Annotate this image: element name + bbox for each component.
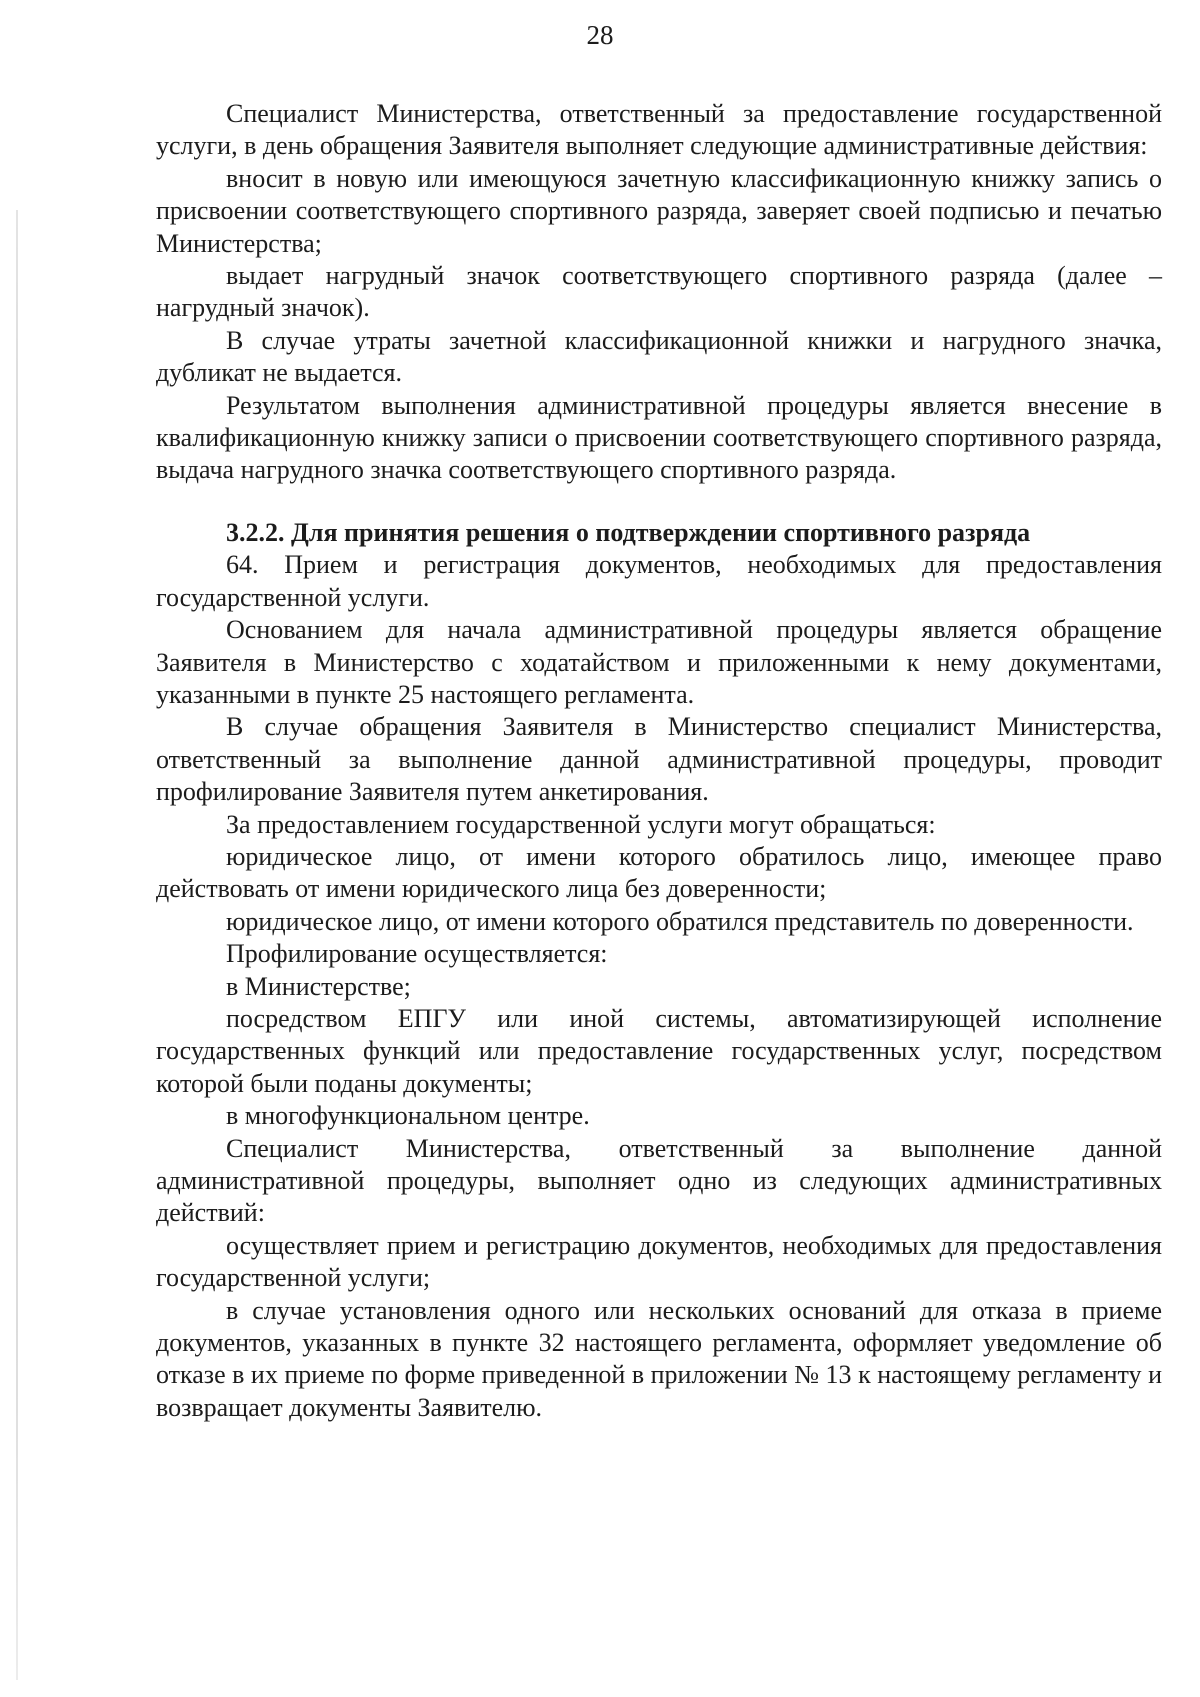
paragraph-in-ministry: в Министерстве; xyxy=(226,971,411,1001)
scan-edge-shadow xyxy=(16,210,18,1680)
paragraph-refusal: в случае установления одного или нескольких оснований для отказа в приеме документов, указанных в пункте 32 настоящего регламента, оформляет уведомление об отказе в их приеме по форме приведенной в приложении № 13 к настоящему регламенту и возвращает документы Заявителю. xyxy=(156,1295,1162,1422)
page-number: 28 xyxy=(586,20,614,50)
paragraph-no-duplicate: В случае утраты зачетной классификационной книжки и нагрудного значка, дубликат не выдается. xyxy=(156,325,1162,388)
section-heading: 3.2.2. Для принятия решения о подтверждении спортивного разряда xyxy=(226,517,1031,547)
paragraph-applicants-intro: За предоставлением государственной услуги могут обращаться: xyxy=(226,809,936,839)
document-body xyxy=(156,98,1162,1424)
paragraph-item-64: 64. Прием и регистрация документов, необходимых для предоставления государственной услуги. xyxy=(156,550,1162,612)
paragraph-mfc: в многофункциональном центре. xyxy=(226,1101,590,1131)
paragraph-procedure-basis: Основанием для начала административной процедуры является обращение Заявителя в Министерство с ходатайством и приложенными к нему документами, указанными в пункте 25 настоящего регламента. xyxy=(156,615,1162,709)
paragraph-accept-documents: осуществляет прием и регистрацию документов, необходимых для предоставления государственной услуги; xyxy=(156,1230,1162,1293)
paragraph-specialist-options: Специалист Министерства, ответственный за выполнение данной административной процедуры, выполняет одно из следующих административных действий: xyxy=(156,1133,1162,1228)
paragraph-procedure-result: Результатом выполнения административной процедуры является внесение в квалификационную книжку записи о присвоении соответствующего спортивного разряда, выдача нагрудного значка соответствующего спортивного разряда. xyxy=(156,390,1162,485)
paragraph-record-entry: вносит в новую или имеющуюся зачетную классификационную книжку запись о присвоении соответствующего спортивного разряда, заверяет своей подписью и печатью Министерства; xyxy=(156,163,1162,258)
paragraph-applicant-no-proxy: юридическое лицо, от имени которого обратилось лицо, имеющее право действовать от имени юридического лица без доверенности; xyxy=(156,841,1162,904)
paragraph-profiling: В случае обращения Заявителя в Министерство специалист Министерства, ответственный за выполнение данной административной процедуры, проводит профилирование Заявителя путем анкетирования. xyxy=(156,712,1162,807)
paragraph-profiling-places: Профилирование осуществляется: xyxy=(226,939,608,969)
paragraph-via-epgu: посредством ЕПГУ или иной системы, автоматизирующей исполнение государственных функций или предоставление государственных услуг, посредством которой были поданы документы; xyxy=(156,1003,1162,1098)
paragraph-badge-issue: выдает нагрудный значок соответствующего спортивного разряда (далее – нагрудный значок). xyxy=(156,261,1162,323)
paragraph-specialist-actions: Специалист Министерства, ответственный за предоставление государственной услуги, в день обращения Заявителя выполняет следующие административные действия: xyxy=(156,99,1162,161)
paragraph-applicant-proxy: юридическое лицо, от имени которого обратился представитель по доверенности. xyxy=(226,906,1134,936)
